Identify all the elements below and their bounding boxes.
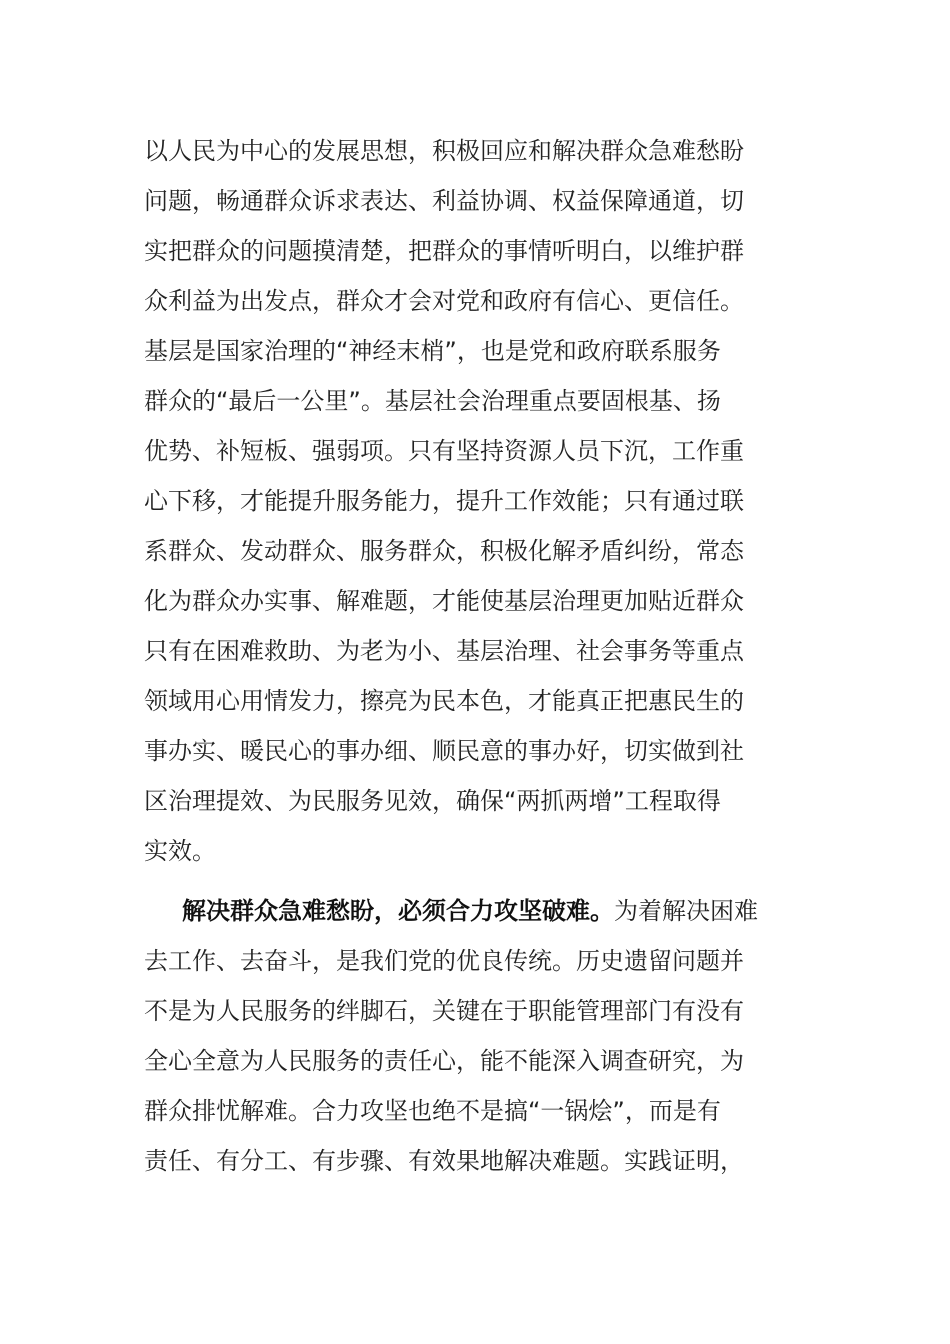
paragraph-1 — [144, 126, 810, 876]
text-line: 群众的“最后一公里”。基层社会治理重点要固根基、扬 — [144, 387, 721, 415]
text-line: 区治理提效、为民服务见效，确保“两抓两增”工程取得 — [144, 787, 721, 815]
text-line: 众利益为出发点，群众才会对党和政府有信心、更信任。 — [144, 287, 744, 315]
text-line: 系群众、发动群众、服务群众，积极化解矛盾纠纷，常态 — [144, 537, 744, 565]
text-line-first — [144, 886, 810, 936]
text-line: 事办实、暖民心的事办细、顺民意的事办好，切实做到社 — [144, 737, 744, 765]
text-line: 只有在困难救助、为老为小、基层治理、社会事务等重点 — [144, 637, 744, 665]
text-line: 群众排忧解难。合力攻坚也绝不是搞“一锅烩”，而是有 — [144, 1097, 721, 1125]
text-line: 责任、有分工、有步骤、有效果地解决难题。实践证明， — [144, 1147, 744, 1175]
text-line: 问题，畅通群众诉求表达、利益协调、权益保障通道，切 — [144, 187, 744, 215]
text-line: 以人民为中心的发展思想，积极回应和解决群众急难愁盼 — [144, 137, 744, 165]
text-line: 心下移，才能提升服务能力，提升工作效能；只有通过联 — [144, 487, 744, 515]
bold-lead-sentence: 解决群众急难愁盼，必须合力攻坚破难。 — [182, 897, 614, 925]
text-line: 领域用心用情发力，擦亮为民本色，才能真正把惠民生的 — [144, 687, 744, 715]
paragraph-2 — [144, 886, 810, 1186]
text-line: 实把群众的问题摸清楚，把群众的事情听明白，以维护群 — [144, 237, 744, 265]
text-line: 去工作、去奋斗，是我们党的优良传统。历史遗留问题并 — [144, 947, 744, 975]
text-line: 基层是国家治理的“神经末梢”，也是党和政府联系服务 — [144, 337, 721, 365]
text-line: 实效。 — [144, 837, 216, 865]
text-line: 优势、补短板、强弱项。只有坚持资源人员下沉，工作重 — [144, 437, 744, 465]
first-line-rest: 为着解决困难 — [614, 897, 758, 925]
text-line: 不是为人民服务的绊脚石，关键在于职能管理部门有没有 — [144, 997, 744, 1025]
text-line: 化为群众办实事、解难题，才能使基层治理更加贴近群众 — [144, 587, 744, 615]
text-line: 全心全意为人民服务的责任心，能不能深入调查研究，为 — [144, 1047, 744, 1075]
